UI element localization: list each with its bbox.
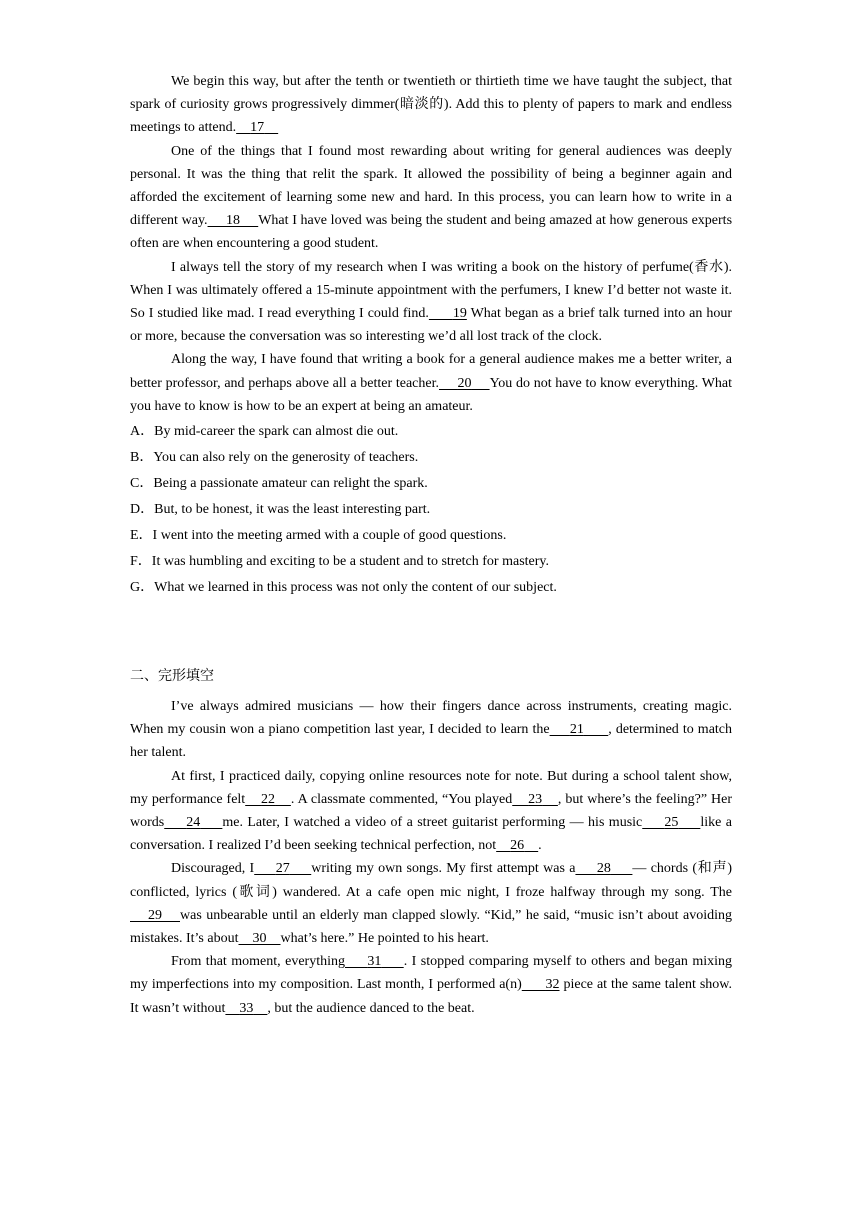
blank-32[interactable]: 32 bbox=[545, 977, 560, 993]
cloze-paragraph-1: I’ve always admired musicians — how their fingers dance across instruments, creating magic. When my cousin won a piano competition last year, I decided to learn the 21 , determined to match her talent. bbox=[130, 699, 733, 761]
cloze-paragraph-2: At first, I practiced daily, copying online resources note for note. But during a school talent show, my performance felt 22 . A classmate commented, “You played 23 , but where’s the feeling?” Her words 24 me. Later, I watched a video of a street guitarist performing — his music 25 like a conversation. I realized I’d been seeking technical perfection, not 26 . bbox=[130, 768, 733, 854]
option-d: D．But, to be honest, it was the least interesting part. bbox=[130, 502, 431, 518]
cloze-paragraph-3: Discouraged, I 27 writing my own songs. My first attempt was a 28 — chords (和声) conflicted, lyrics (歌词) wandered. At a cafe open mic night, I froze halfway through my song. The 29 was unbearable until an elderly man clapped slowly. “Kid,” he said, “music isn’t about avoiding mistakes. It’s about 30 what’s here.” He pointed to his heart. bbox=[130, 861, 733, 947]
blank-17[interactable]: 17 bbox=[250, 120, 265, 136]
reading-paragraph-1: We begin this way, but after the tenth or twentieth or thirtieth time we have taught the subject, that spark of curiosity grows progressively dimmer(暗淡的). Add this to plenty of papers to mark and endless meetings to attend. 17 bbox=[130, 74, 732, 136]
blank-26[interactable]: 26 bbox=[510, 838, 525, 854]
blank-18[interactable]: 18 bbox=[226, 213, 240, 229]
option-b: B．You can also rely on the generosity of teachers. bbox=[130, 450, 419, 466]
blank-19[interactable]: 19 bbox=[452, 306, 467, 322]
option-e: E．I went into the meeting armed with a couple of good questions. bbox=[130, 528, 507, 544]
blank-33[interactable]: 33 bbox=[239, 1000, 254, 1016]
blank-31[interactable]: 31 bbox=[367, 954, 382, 970]
blank-29[interactable]: 29 bbox=[148, 907, 162, 923]
reading-paragraph-2: One of the things that I found most rewarding about writing for general audiences was deeply personal. It was the thing that relit the spark. It allowed the possibility of being a beginner again and afforded the excitement of learning some new and hard. In this process, you can learn how to write in a different way. 18 What I have loved was being the student and being amazed at how generous experts often are when encountering a good student. bbox=[130, 143, 733, 252]
blank-25[interactable]: 25 bbox=[664, 815, 679, 831]
reading-paragraph-4: Along the way, I have found that writing a book for a general audience makes me a better writer, a better professor, and perhaps above all a better teacher. 20 You do not have to know everything. What you have to know is how to be an expert at being an amateur. bbox=[130, 352, 733, 414]
option-c: C．Being a passionate amateur can relight the spark. bbox=[130, 476, 428, 492]
option-g: G．What we learned in this process was not only the content of our subject. bbox=[130, 580, 557, 596]
document-page bbox=[130, 70, 732, 1020]
option-a: A．By mid-career the spark can almost die out. bbox=[130, 424, 399, 440]
section-heading-cloze: 二、完形填空 bbox=[130, 668, 214, 685]
reading-paragraph-3: I always tell the story of my research when I was writing a book on the history of perfume(香水). When I was ultimately offered a 15-minute appointment with the perfumers, I knew I’d better not waste it. So I studied like mad. I read everything I could find. 19 What began as a brief talk turned into an hour or more, because the conversation was so interesting we’d all lost track of the clock. bbox=[130, 259, 732, 345]
blank-23[interactable]: 23 bbox=[528, 791, 543, 807]
cloze-paragraph-4: From that moment, everything 31 . I stopped comparing myself to others and began mixing my imperfections into my composition. Last month, I performed a(n) 32 piece at the same talent show. It wasn’t without 33 , but the audience danced to the beat. bbox=[130, 954, 733, 1016]
blank-28[interactable]: 28 bbox=[596, 861, 611, 877]
answer-options bbox=[130, 419, 732, 601]
blank-24[interactable]: 24 bbox=[186, 815, 201, 831]
blank-22[interactable]: 22 bbox=[261, 791, 276, 807]
option-f: F．It was humbling and exciting to be a student and to stretch for mastery. bbox=[130, 554, 550, 570]
blank-27[interactable]: 27 bbox=[275, 861, 290, 877]
blank-20[interactable]: 20 bbox=[457, 375, 472, 391]
blank-21[interactable]: 21 bbox=[569, 722, 584, 738]
blank-30[interactable]: 30 bbox=[252, 931, 267, 947]
